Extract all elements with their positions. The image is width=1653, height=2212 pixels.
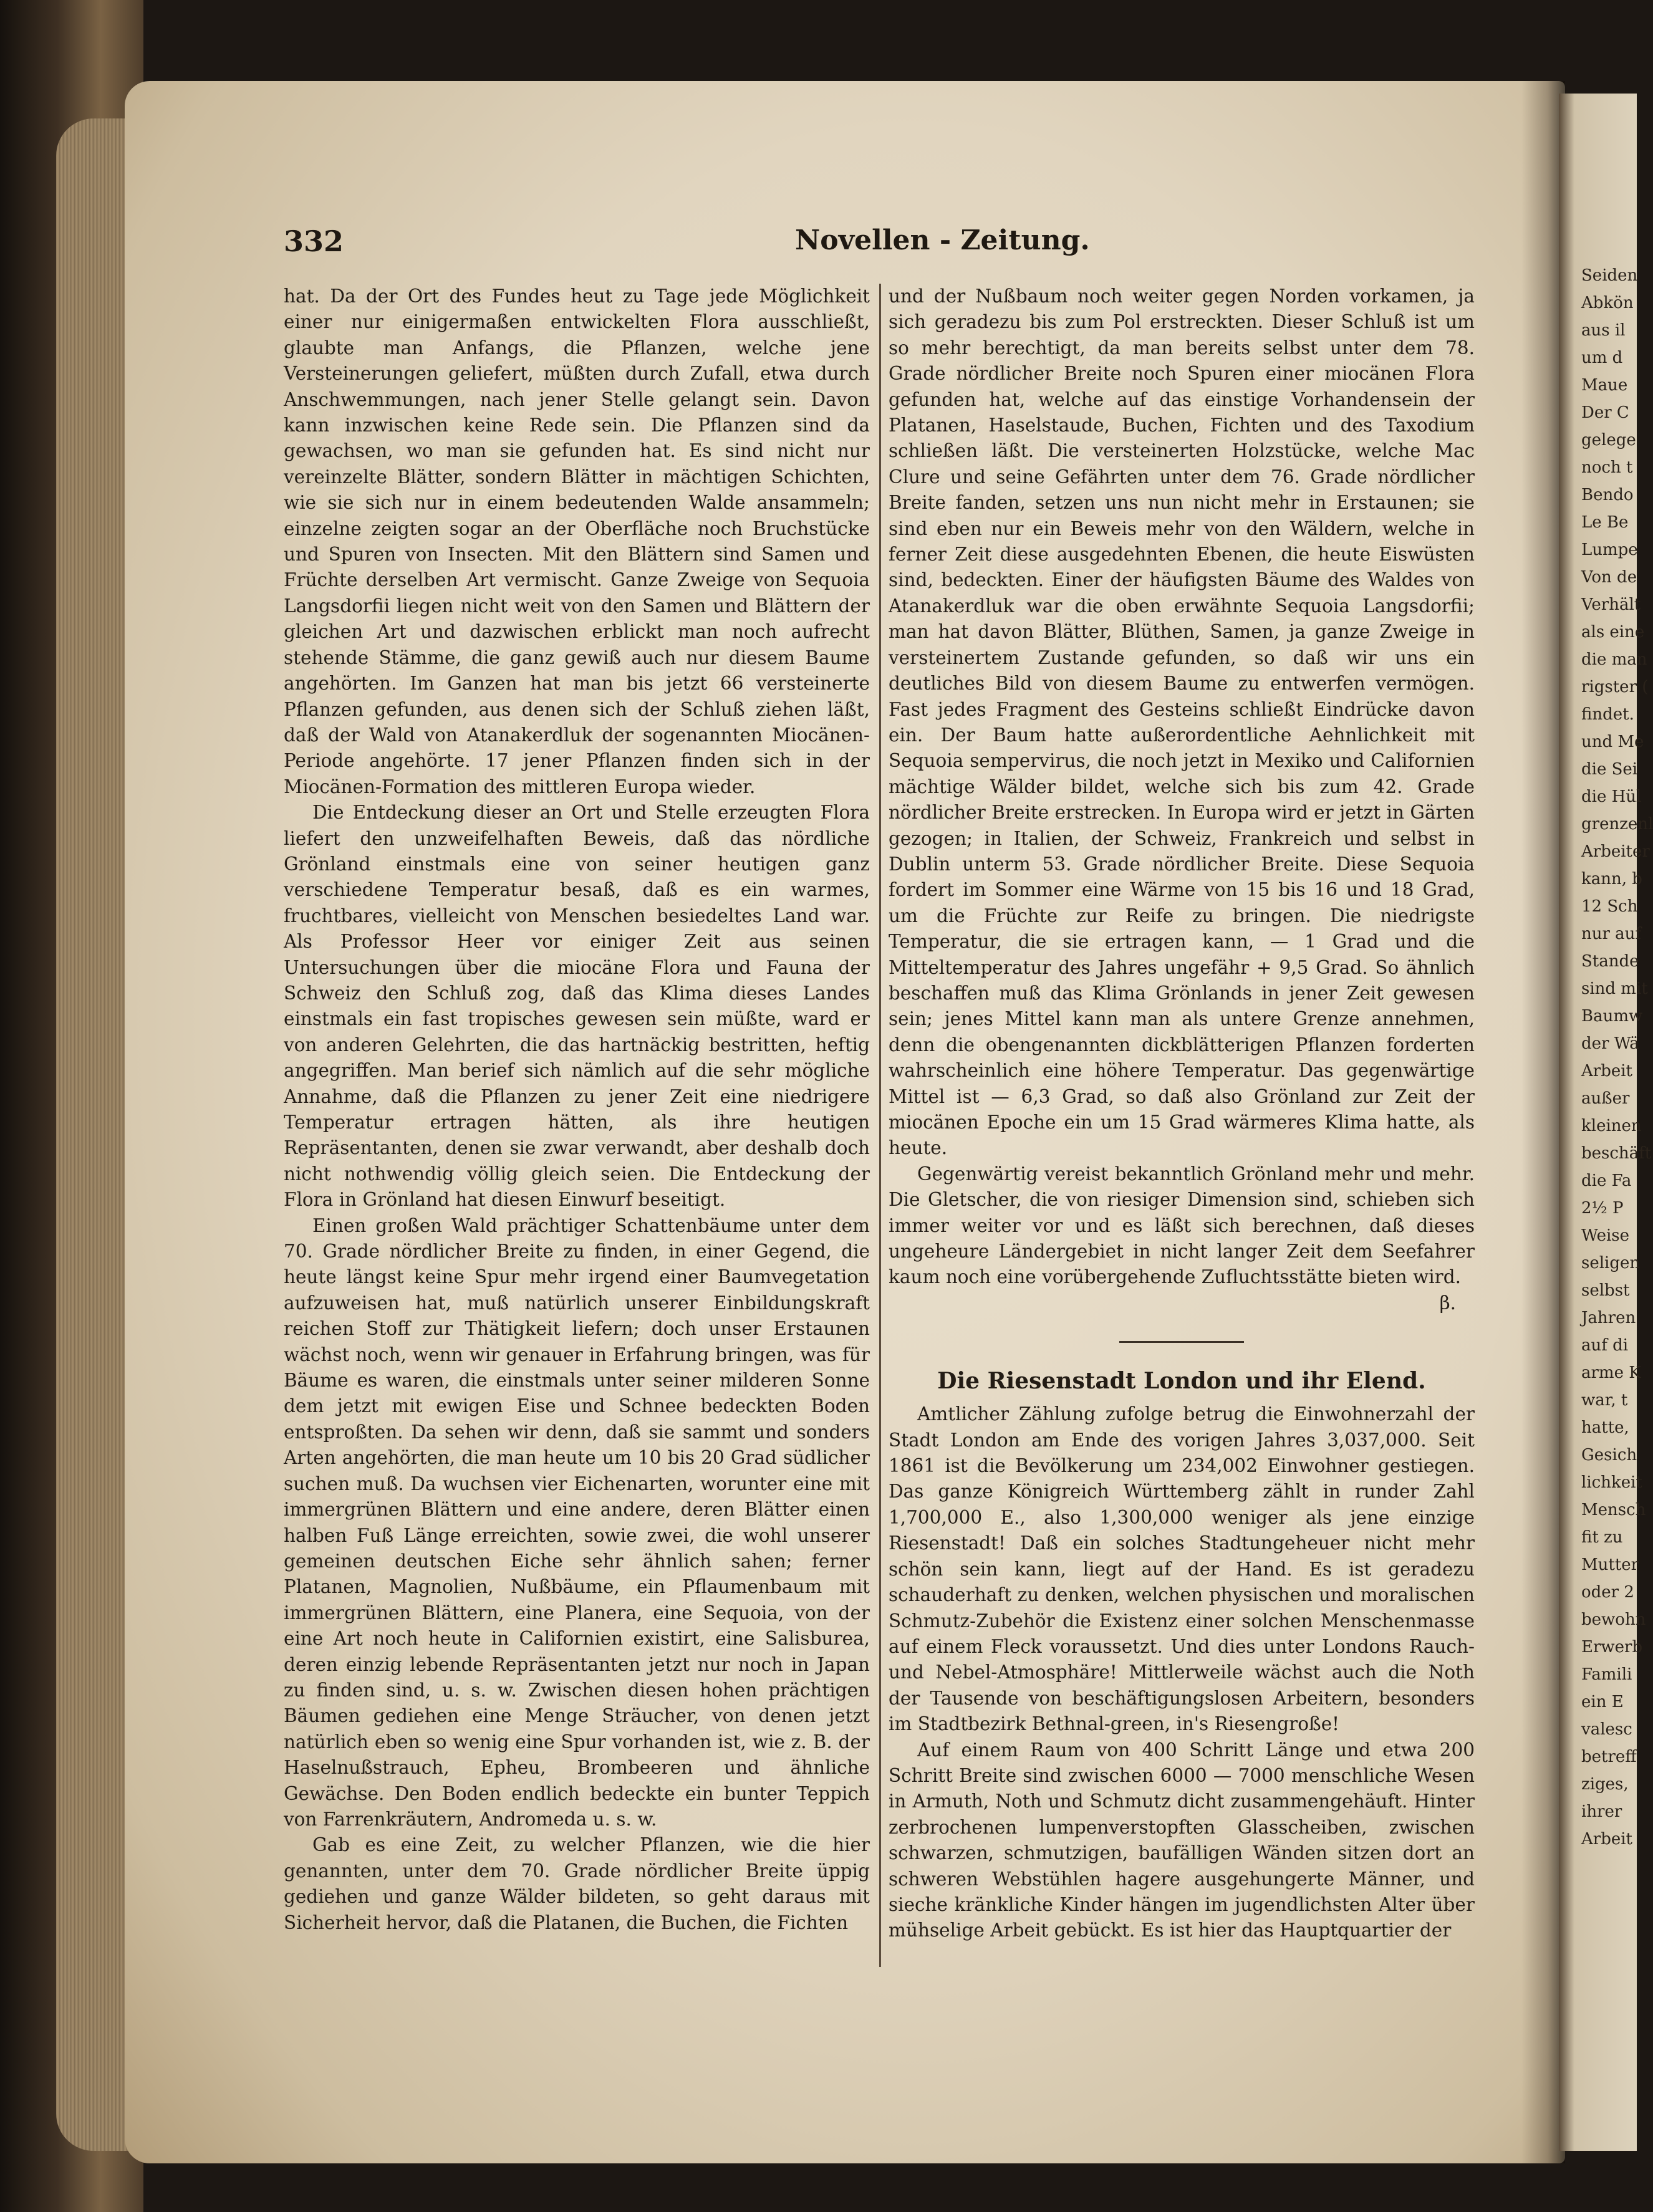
facing-page-line: noch t bbox=[1581, 458, 1633, 477]
right-column bbox=[889, 284, 1475, 1944]
facing-page-line: betreff bbox=[1581, 1748, 1637, 1766]
facing-page-line: 2½ P bbox=[1581, 1199, 1624, 1218]
facing-page-line: Stande bbox=[1581, 952, 1639, 971]
paragraph: Auf einem Raum von 400 Schritt Länge und etwa 200 Schritt Breite sind zwischen 6000 — 7000 menschliche Wesen in Armuth, Noth und Schmutz dicht zusammengehäuft. Hinter zerbrochenen lumpenverstopften Glasscheiben, zwischen schwarzen, schmutzigen, baufälligen Wänden sitzen dort an schweren Webstühlen hagere ausgehungerte Männer, und sieche kränkliche Kinder hängen im jugendlichsten Alter über mühselige Arbeit gebückt. Es ist hier das Hauptquartier der bbox=[889, 1739, 1475, 1941]
facing-page-line: Mensch bbox=[1581, 1501, 1646, 1519]
facing-page-line: seligen bbox=[1581, 1254, 1641, 1272]
paragraph: Gegenwärtig vereist bekanntlich Grönland mehr und mehr. Die Gletscher, die von riesiger Dimension sind, schieben sich immer weiter vor und es läßt sich berechnen, daß dieses ungeheure Ländergebiet in nicht langer Zeit dem Seefahrer kaum noch eine vorübergehende Zufluchtsstätte bieten wird. bbox=[889, 1163, 1475, 1288]
facing-page-line: die man bbox=[1581, 650, 1647, 669]
facing-page-line: Erwerb bbox=[1581, 1638, 1643, 1657]
facing-page-line: findet. bbox=[1581, 705, 1634, 724]
facing-page-line: die Sei bbox=[1581, 760, 1638, 779]
facing-page-line: Mutter bbox=[1581, 1556, 1639, 1574]
paragraph: Die Entdeckung dieser an Ort und Stelle erzeugten Flora liefert den unzweifelhaften Beweis, daß das nördliche Grönland einstmals eine von seiner heutigen ganz verschiedene Temperatur besaß, daß es ein warmes, fruchtbares, vielleicht von Menschen besiedeltes Land war. Als Professor Heer vor einiger Zeit aus seinen Untersuchungen über die miocäne Flora und Fauna der Schweiz den Schluß zog, daß das Klima dieses Landes einstmals ein fast tropisches gewesen sein müßte, ward er von anderen Gelehrten, die das hartnäckig bestritten, heftig angegriffen. Man berief sich nämlich auf die sehr mögliche Annahme, daß die Pflanzen zu jener Zeit eine niedrigere Temperatur ertragen hätten, als ihre heutigen Repräsentanten, denen sie zwar verwandt, aber deshalb doch nicht nothwendig völlig gleich seien. Die Entdeckung der Flora in Grönland hat diesen Einwurf beseitigt. bbox=[284, 802, 870, 1211]
column-divider bbox=[879, 284, 881, 1967]
facing-page-line: lichkeit bbox=[1581, 1473, 1642, 1492]
paragraph: Amtlicher Zählung zufolge betrug die Einwohnerzahl der Stadt London am Ende des vorigen Jahres 3,037,000. Seit 1861 ist die Bevölkerung um 234,002 Einwohner gestiegen. Das ganze Königreich Württemberg zählt in runder Zahl 1,700,000 E., also 1,300,000 weniger als jene einzige Riesenstadt! Daß ein solches Stadtungeheuer nicht mehr schön sein kann, liegt auf der Hand. Es ist geradezu schauderhaft zu denken, welchen physischen und moralischen Schmutz-Zubehör die Existenz einer solchen Menschenmasse auf einem Fleck voraussetzt. Und dies unter Londons Rauch- und Nebel-Atmosphäre! Mittlerweile wächst auch die Noth der Tausende von beschäftigungslosen Arbeitern, besonders im Stadtbezirk Bethnal-green, in's Riesengroße! bbox=[889, 1403, 1475, 1735]
facing-page-line: Maue bbox=[1581, 376, 1628, 395]
facing-page-line: arme K bbox=[1581, 1363, 1641, 1382]
paragraph: Gab es eine Zeit, zu welcher Pflanzen, wie die hier genannten, unter dem 70. Grade nördlicher Breite üppig gediehen und ganze Wälder bildeten, so geht daraus mit Sicherheit hervor, daß die Platanen, die Buchen, die Fichten bbox=[284, 1834, 870, 1933]
facing-page-line: Famili bbox=[1581, 1665, 1632, 1684]
paragraph: hat. Da der Ort des Fundes heut zu Tage jede Möglichkeit einer nur einigermaßen entwickelten Flora ausschließt, glaubte man Anfangs, die Pflanzen, welche jene Versteinerungen geliefert, müßten durch Zufall, etwa durch Anschwemmungen, nach jener Stelle gelangt sein. Davon kann inzwischen keine Rede sein. Die Pflanzen sind da gewachsen, wo man sie gefunden hat. Es sind nicht nur vereinzelte Blätter, sondern Blätter in mächtigen Schichten, wie sie sich nur in einem bedeutenden Walde ansammeln; einzelne zeigten sogar an der Oberfläche noch Bruchstücke und Spuren von Insecten. Mit den Blättern sind Samen und Früchte derselben Art vermischt. Ganze Zweige von Sequoia Langsdorfii liegen nicht weit von den Samen und Blättern der gleichen Art und dazwischen erblickt man noch aufrecht stehende Stämme, die ganz gewiß auch nur diesem Baume angehörten. Im Ganzen hat man bis jetzt 66 versteinerte Pflanzen gefunden, aus denen sich der Schluß ziehen läßt, daß der Wald von Atanakerdluk der sogenannten Miocänen-Periode angehörte. 17 jener Pflanzen finden sich in der Miocänen-Formation des mittleren Europa wieder. bbox=[284, 286, 870, 797]
facing-page-line: Seiden bbox=[1581, 266, 1638, 285]
page-header bbox=[284, 224, 1493, 268]
facing-page-line: Weise bbox=[1581, 1226, 1630, 1245]
facing-page-line: Arbeit bbox=[1581, 1830, 1632, 1849]
facing-page-line: ziges, bbox=[1581, 1775, 1629, 1794]
facing-page-line: war, t bbox=[1581, 1391, 1628, 1410]
facing-page-line: der Wä bbox=[1581, 1034, 1639, 1053]
facing-page-line: hatte, bbox=[1581, 1418, 1629, 1437]
facing-page-line: ein E bbox=[1581, 1693, 1624, 1711]
facing-page-line: und Me bbox=[1581, 733, 1644, 751]
facing-page-line: Der C bbox=[1581, 403, 1629, 422]
article-title: Die Riesenstadt London und ihr Elend. bbox=[937, 1368, 1426, 1395]
page-number: 332 bbox=[284, 224, 344, 258]
facing-page-line: rigster ( bbox=[1581, 678, 1649, 696]
facing-page-line: sind mit bbox=[1581, 979, 1648, 998]
facing-page-line: oder 2 bbox=[1581, 1583, 1634, 1602]
facing-page-line: Bendo bbox=[1581, 486, 1634, 504]
paragraph: Einen großen Wald prächtiger Schattenbäume unter dem 70. Grade nördlicher Breite zu finden, in einer Gegend, die heute längst keine Spur mehr irgend einer Baumvegetation aufzuweisen hat, muß natürlich unserer Einbildungskraft reichen Stoff zur Thätigkeit liefern; doch unser Erstaunen wächst noch, wenn wir genauer in Erfahrung bringen, was für Bäume es waren, die einstmals unter seiner milderen Sonne dem jetzt mit ewigen Eise und Schnee bedeckten Boden entsproßten. Da sehen wir denn, daß sie sammt und sonders Arten angehörten, die man heute um 10 bis 20 Grad südlicher suchen muß. Da wuchsen vier Eichenarten, worunter eine mit immergrünen Blättern und eine andere, deren Blätter einen halben Fuß Länge erreichten, sowie zwei, die wohl unserer gemeinen deutschen Eiche sehr ähnlich sahen; ferner Platanen, Magnolien, Nußbäume, ein Pflaumenbaum mit immergrünen Blättern, eine Planera, eine Sequoia, von der eine Art noch heute in Californien existirt, eine Salisburea, deren einzig lebende Repräsentanten jetzt nur noch in Japan zu finden sind, u. s. w. Zwischen diesen hohen prächtigen Bäumen gediehen eine Menge Sträucher, von denen jetzt natürlich eben so wenig eine Spur vorhanden ist, wie z. B. der Haselnußstrauch, Epheu, Brombeeren und ähnliche Gewächse. Den Boden endlich bedeckte ein bunter Teppich von Farrenkräutern, Andromeda u. s. w. bbox=[284, 1214, 870, 1830]
facing-page-line: valesc bbox=[1581, 1720, 1632, 1739]
facing-page-line: aus il bbox=[1581, 321, 1626, 340]
facing-page-line: selbst bbox=[1581, 1281, 1630, 1300]
facing-page-line: nur auf bbox=[1581, 925, 1642, 943]
facing-page-fragment bbox=[1559, 94, 1653, 2151]
facing-page-line: Abkön bbox=[1581, 294, 1634, 312]
facing-page-line: gelege bbox=[1581, 431, 1636, 450]
facing-page-line: auf di bbox=[1581, 1336, 1629, 1355]
facing-page-line: Baumw bbox=[1581, 1007, 1643, 1026]
facing-page-line: um d bbox=[1581, 349, 1623, 367]
facing-page-line: Arbeiter bbox=[1581, 842, 1650, 861]
facing-page-line: die Hül bbox=[1581, 787, 1642, 806]
facing-page-line: als eine bbox=[1581, 623, 1645, 642]
left-column bbox=[284, 284, 870, 1936]
facing-page-line: Jahren bbox=[1581, 1309, 1636, 1327]
facing-page-line: fit zu bbox=[1581, 1528, 1623, 1547]
facing-page-line: bewohn bbox=[1581, 1610, 1646, 1629]
facing-page-line: Arbeit bbox=[1581, 1062, 1632, 1080]
author-signature: β. bbox=[1439, 1292, 1456, 1314]
facing-page-line: ihrer bbox=[1581, 1802, 1622, 1821]
facing-page-line: Verhält bbox=[1581, 595, 1641, 614]
facing-page-line: kleinen bbox=[1581, 1117, 1642, 1135]
section-divider-rule bbox=[1119, 1341, 1244, 1343]
facing-page-line: Gesich bbox=[1581, 1446, 1637, 1464]
paragraph: und der Nußbaum noch weiter gegen Norden vorkamen, ja sich geradezu bis zum Pol erstreckten. Dieser Schluß ist um so mehr berechtigt, da man bereits selbst unter dem 78. Grade nördlicher Breite noch Spuren einer miocänen Flora gefunden hat, welche auf das einstige Vorhandensein der Platanen, Haselstaude, Buchen, Fichten und des Taxodium schließen läßt. Die versteinerten Holzstücke, welche Mac Clure und seine Gefährten unter dem 76. Grade nördlicher Breite fanden, setzen uns nun nicht mehr in Erstaunen; sie sind eben nur ein Beweis mehr von den Wäldern, welche in ferner Zeit diese ausgedehnten Ebenen, die heute Eiswüsten sind, bedeckten. Einer der häufigsten Bäume des Waldes von Atanakerdluk war die oben erwähnte Sequoia Langsdorfii; man hat davon Blätter, Blüthen, Samen, ja ganze Zweige in versteinertem Zustande gefunden, so daß wir uns ein deutliches Bild von diesem Baume zu entwerfen vermögen. Fast jedes Fragment des Gesteins schließt Eindrücke davon ein. Der Baum hatte außerordentliche Aehnlichkeit mit Sequoia sempervirus, die noch jetzt in Mexiko und Californien mächtige Wälder bildet, welche sich bis zum 42. Grade nördlicher Breite erstrecken. In Europa wird er jetzt in Gärten gezogen; in Italien, der Schweiz, Frankreich und selbst in Dublin unterm 53. Grade nördlicher Breite. Diese Sequoia fordert im Sommer eine Wärme von 15 bis 16 und 18 Grad, um die Früchte zur Reife zu bringen. Die niedrigste Temperatur, die sie ertragen kann, — 1 Grad und die Mitteltemperatur des Jahres ungefähr + 9,5 Grad. So ähnlich beschaffen muß das Klima Grönlands in jener Zeit gewesen sein; jenes Mittel kann man als untere Grenze annehmen, denn die obengenannten dickblätterigen Pflanzen forderten wahrscheinlich eine höhere Temperatur. Das gegenwärtige Mittel ist — 6,3 Grad, so daß also Grönland zur Zeit der miocänen Epoche ein um 15 Grad wärmeres Klima hatte, als heute. bbox=[889, 286, 1475, 1159]
facing-page-line: grenzenl bbox=[1581, 815, 1653, 834]
facing-page-text bbox=[1559, 94, 1653, 1853]
facing-page-line: 12 Sch bbox=[1581, 897, 1638, 916]
facing-page-line: außer bbox=[1581, 1089, 1630, 1108]
facing-page-line: Le Be bbox=[1581, 513, 1629, 532]
facing-page-line: kann, b bbox=[1581, 870, 1642, 888]
facing-page-line: Von de bbox=[1581, 568, 1637, 587]
facing-page-line: die Fa bbox=[1581, 1171, 1632, 1190]
running-title: Novellen - Zeitung. bbox=[795, 224, 1090, 256]
facing-page-line: Lumpe bbox=[1581, 541, 1638, 559]
facing-page-line: beschäft bbox=[1581, 1144, 1652, 1163]
